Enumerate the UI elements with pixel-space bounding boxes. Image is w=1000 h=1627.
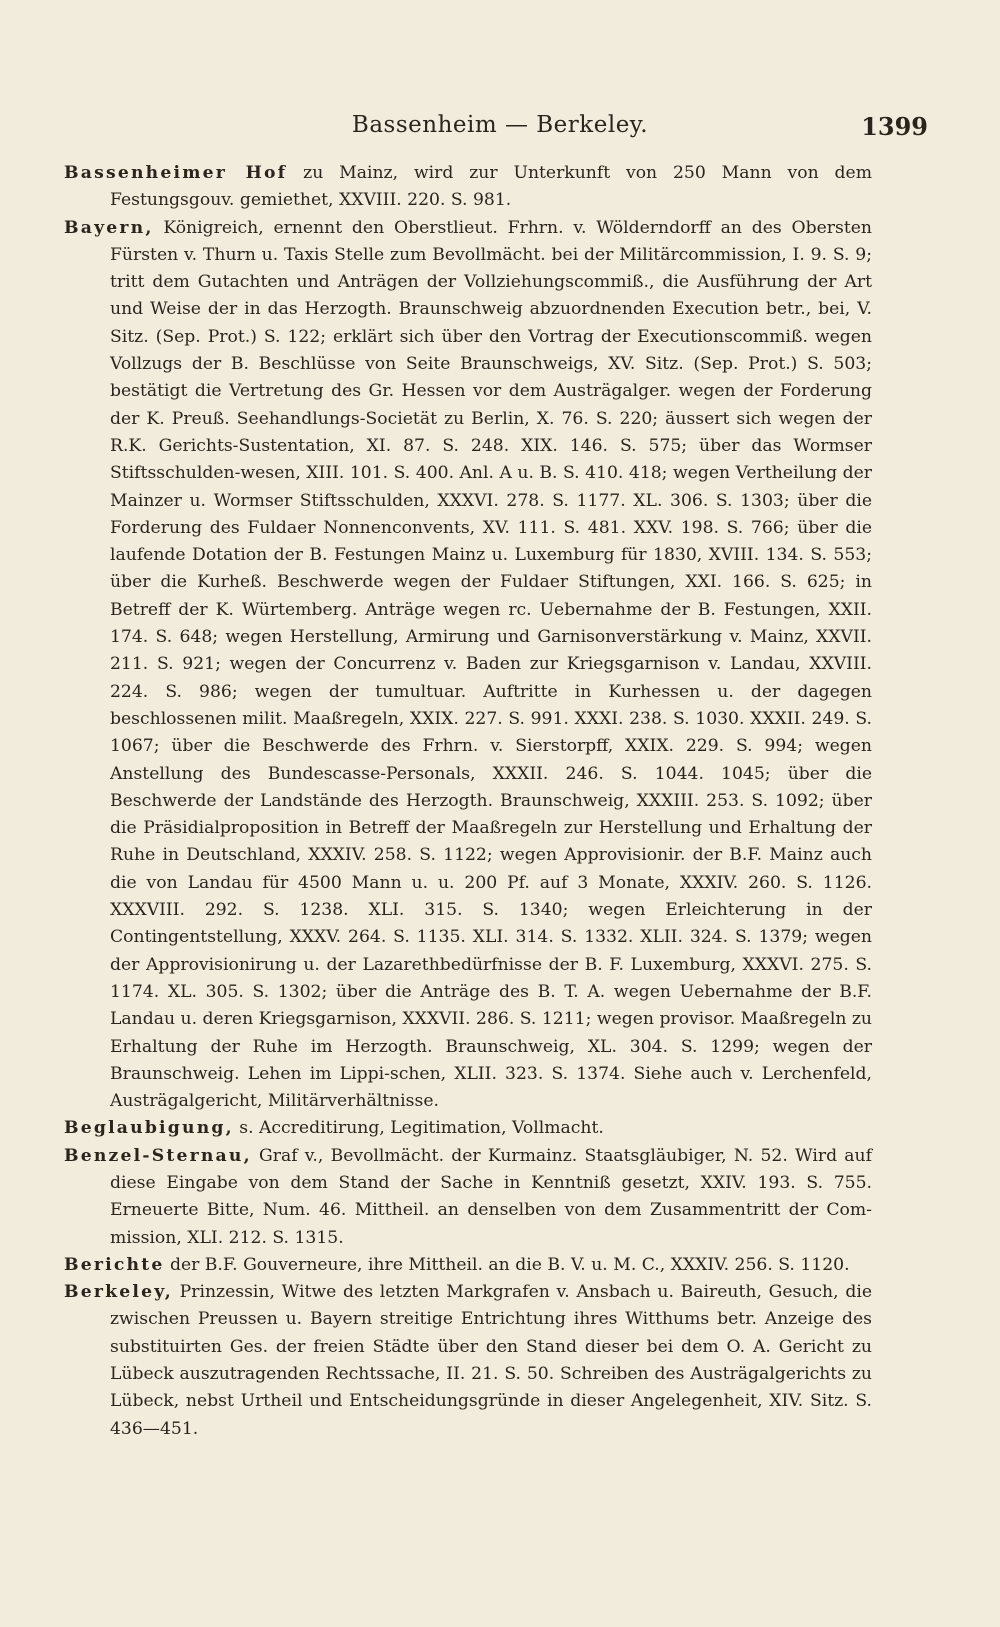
running-title: Bassenheim — Berkeley. — [351, 112, 649, 138]
index-entry — [64, 215, 872, 1116]
page-number: 1399 — [861, 112, 928, 141]
index-entry — [64, 1279, 872, 1443]
entry-keyword: Beglaubigung, — [64, 1118, 234, 1139]
entry-text: Graf v., Bevollmächt. der Kurmainz. Staatsgläubiger, N. 52. Wird auf diese Eingabe von dem Stand der Sache in Kenntniß gesetzt, XXIV. 193. S. 755. Erneuerte Bitte, Num. 46. Mittheil. an denselben von dem Zusammentritt der Com-mission, XLI. 212. S. 1315. — [110, 1145, 872, 1248]
entry-keyword: Berkeley, — [64, 1282, 173, 1303]
entry-text: s. Accreditirung, Legitimation, Vollmacht. — [233, 1118, 604, 1139]
index-entries — [64, 160, 872, 1443]
entry-keyword: Bassenheimer Hof — [64, 163, 288, 183]
entry-text: Prinzessin, Witwe des letzten Markgrafen v. Ansbach u. Baireuth, Gesuch, die zwischen Preussen u. Bayern streitige Entrichtung ihres Witthums betr. Anzeige des substituirten Ges. der freien Städte über den Stand dieser bei dem O. A. Gericht zu Lübeck auszutragenden Rechtssache, II. 21. S. 50. Schreiben des Austrägalgerichts zu Lübeck, nebst Urtheil und Entscheidungsgründe in dieser Angelegenheit, XIV. Sitz. S. 436—451. — [110, 1282, 872, 1439]
entry-keyword: Benzel-Sternau, — [64, 1145, 252, 1166]
index-entry — [64, 1252, 872, 1279]
index-entry — [64, 1143, 872, 1252]
index-entry — [64, 1115, 872, 1142]
index-entry — [64, 160, 872, 215]
entry-keyword: Bayern, — [64, 217, 154, 238]
entry-text: zu Mainz, wird zur Unterkunft von 250 Mann von dem Festungsgouv. gemiethet, XXVIII. 220. S. 981. — [110, 163, 872, 211]
entry-keyword: Berichte — [64, 1254, 165, 1275]
entry-text: Königreich, ernennt den Oberstlieut. Frhrn. v. Wölderndorff an des Obersten Fürsten v. Thurn u. Taxis Stelle zum Bevollmächt. bei der Militärcommission, I. 9. S. 9; tritt dem Gutachten und Anträgen der Vollziehungscommiß., die Ausführung der Art und Weise der in das Herzogth. Braunschweig abzuordnenden Execution betr., bei, V. Sitz. (Sep. Prot.) S. 122; erklärt sich über den Vortrag der Executionscommiß. wegen Vollzugs der B. Beschlüsse von Seite Braunschweigs, XV. Sitz. (Sep. Prot.) S. 503; bestätigt die Vertretung des Gr. Hessen vor dem Austrägalger. wegen der Forderung der K. Preuß. Seehandlungs-Societät zu Berlin, X. 76. S. 220; äussert sich wegen der R.K. Gerichts-Sustentation, XI. 87. S. 248. XIX. 146. S. 575; über das Wormser Stiftsschulden-wesen, XIII. 101. S. 400. Anl. A u. B. S. 410. 418; wegen Vertheilung der Mainzer u. Wormser Stiftsschulden, XXXVI. 278. S. 1177. XL. 306. S. 1303; über die Forderung des Fuldaer Nonnenconvents, XV. 111. S. 481. XXV. 198. S. 766; über die laufende Dotation der B. Festungen Mainz u. Luxemburg für 1830, XVIII. 134. S. 553; über die Kurheß. Beschwerde wegen der Fuldaer Stiftungen, XXI. 166. S. 625; in Betreff der K. Würtemberg. Anträge wegen rc. Uebernahme der B. Festungen, XXII. 174. S. 648; wegen Herstellung, Armirung und Garnisonverstärkung v. Mainz, XXVII. 211. S. 921; wegen der Concurrenz v. Baden zur Kriegsgarnison v. Landau, XXVIII. 224. S. 986; wegen der tumultuar. Auftritte in Kurhessen u. der dagegen beschlossenen milit. Maaßregeln, XXIX. 227. S. 991. XXXI. 238. S. 1030. XXXII. 249. S. 1067; über die Beschwerde des Frhrn. v. Sierstorpff, XXIX. 229. S. 994; wegen Anstellung des Bundescasse-Personals, XXXII. 246. S. 1044. 1045; über die Beschwerde der Landstände des Herzogth. Braunschweig, XXXIII. 253. S. 1092; über die Präsidialproposition in Betreff der Maaßregeln zur Herstellung und Erhaltung der Ruhe in Deutschland, XXXIV. 258. S. 1122; wegen Approvisionir. der B.F. Mainz auch die von Landau für 4500 Mann u. u. 200 Pf. auf 3 Monate, XXXIV. 260. S. 1126. XXXVIII. 292. S. 1238. XLI. 315. S. 1340; wegen Erleichterung in der Contingentstellung, XXXV. 264. S. 1135. XLI. 314. S. 1332. XLII. 324. S. 1379; wegen der Approvisionirung u. der Lazarethbedürfnisse der B. F. Luxemburg, XXXVI. 275. S. 1174. XL. 305. S. 1302; über die Anträge des B. T. A. wegen Uebernahme der B.F. Landau u. deren Kriegsgarnison, XXXVII. 286. S. 1211; wegen provisor. Maaßregeln zu Erhaltung der Ruhe im Herzogth. Braunschweig, XL. 304. S. 1299; wegen der Braunschweig. Lehen im Lippi-schen, XLII. 323. S. 1374. Siehe auch v. Lerchenfeld, Austrägalgericht, Militärverhältnisse. — [110, 217, 872, 1112]
page-header — [60, 112, 940, 152]
entry-text: der B.F. Gouverneure, ihre Mittheil. an die B. V. u. M. C., XXXIV. 256. S. 1120. — [164, 1254, 850, 1275]
